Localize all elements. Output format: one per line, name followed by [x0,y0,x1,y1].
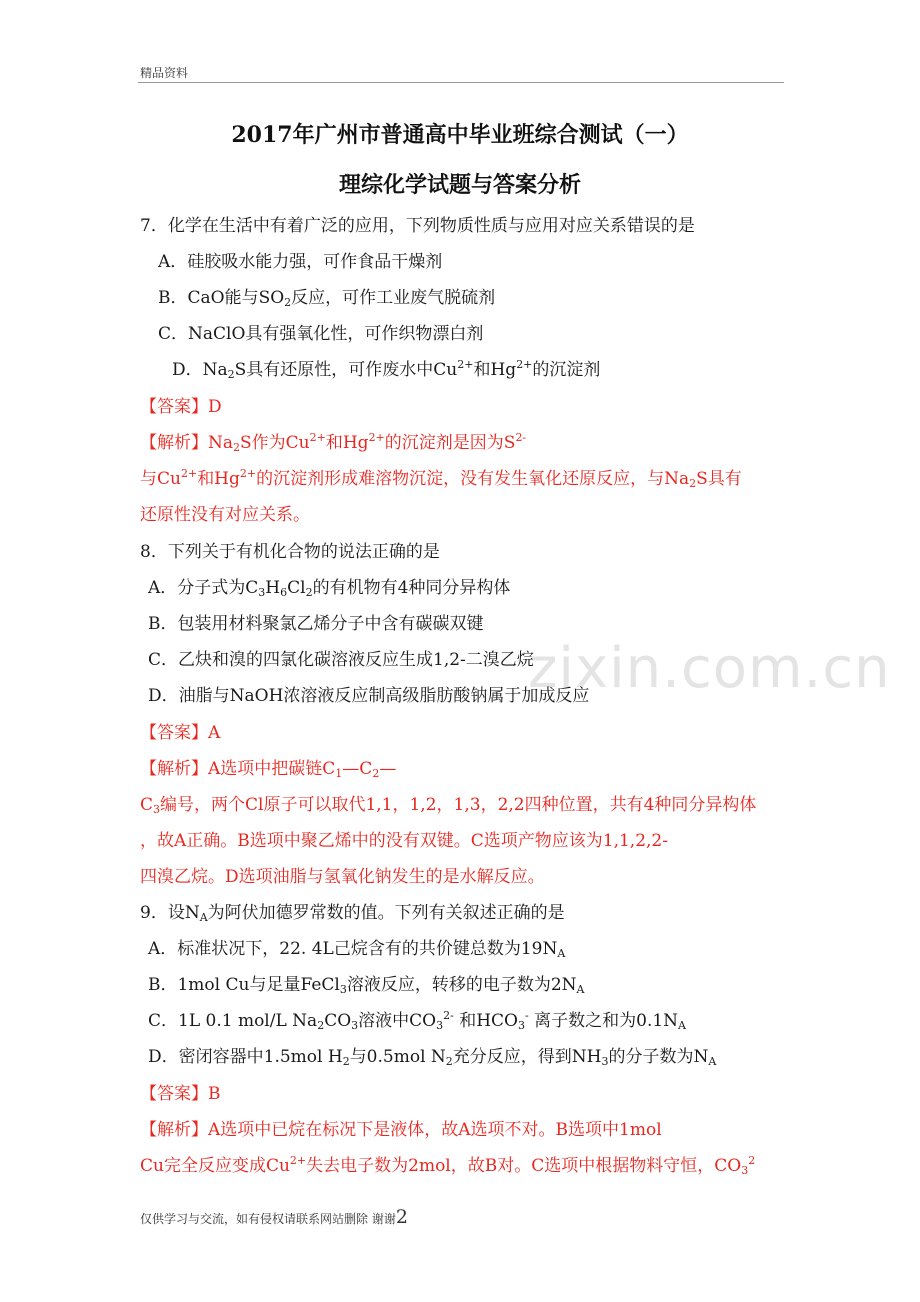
question-7-option-b: B．CaO能与$SO_2$反应，可作工业废气脱硫剂 [158,288,496,309]
question-8-explanation-line4: 四溴乙烷。D选项油脂与氢氧化钠发生的是水解反应。 [140,867,545,887]
question-7-explanation-line3: 还原性没有对应关系。 [140,505,310,525]
header-label: 精品资料 [140,66,189,80]
question-7-explanation-line1: 【解析】$Na_2S$作为$Cu^{2+}$和$Hg^{2+}$的沉淀剂是因为$S^{2-}$ [140,431,527,454]
header-divider [138,82,784,83]
question-9-option-b: B．1mol Cu与足量FeCl$_3$溶液反应，转移的电子数为$2N_A$ [148,975,585,996]
question-7-stem: 7．化学在生活中有着广泛的应用，下列物质性质与应用对应关系错误的是 [140,216,695,236]
document-title: 2017年广州市普通高中毕业班综合测试（一） [231,122,689,148]
question-9-option-d: D．密闭容器中1.5mol $H_2$与0.5mol $N_2$充分反应，得到$NH_3$的分子数为$N_A$ [148,1047,717,1068]
question-9-option-a: A．标准状况下，22. 4L己烷含有的共价键总数为$19N_A$ [148,939,566,960]
question-8-explanation-line1: 【解析】A选项中把碳链$C_1—C_2—$ [140,759,397,780]
question-7-option-d: D．$Na_2S$具有还原性，可作废水中$Cu^{2+}$和$Hg^{2+}$的沉淀剂 [172,358,601,381]
question-8-answer: 【答案】A [140,723,221,743]
question-8-explanation-line2: $C_3$编号，两个Cl原子可以取代1,1，1,2，1,3，2,2四种位置，共有4种同分异构体 [140,795,757,816]
question-9-explanation-line1: 【解析】A选项中已烷在标况下是液体，故A选项不对。B选项中1mol [140,1120,662,1140]
question-8-option-b: B．包装用材料聚氯乙烯分子中含有碳碳双键 [148,614,484,634]
question-8-stem: 8．下列关于有机化合物的说法正确的是 [140,542,440,562]
question-9-option-c: C．1L 0.1 mol/L $Na_2CO_3$溶液中$CO_3^{2-}$ 和$HCO_3^-$ 离子数之和为$0.1N_A$ [148,1009,686,1032]
question-7-explanation-line2: 与$Cu^{2+}$和$Hg^{2+}$的沉淀剂形成难溶物沉淀，没有发生氧化还原反应，与$Na_2S$具有 [140,467,742,490]
question-7-option-c: C．NaClO具有强氧化性，可作织物漂白剂 [158,324,484,344]
question-7-option-a: A．硅胶吸水能力强，可作食品干燥剂 [158,252,443,272]
question-9-explanation-line2: Cu完全反应变成$Cu^{2+}$失去电子数为2mol，故B对。C选项中根据物料守恒，$CO_3^2$ [140,1154,756,1177]
document-subtitle: 理综化学试题与答案分析 [338,172,581,198]
question-8-option-a: A．分子式为$C_3H_6Cl_2$的有机物有4种同分异构体 [148,578,511,599]
question-8-option-d: D．油脂与NaOH浓溶液反应制高级脂肪酸钠属于加成反应 [148,686,590,706]
question-7-answer: 【答案】D [140,397,222,417]
watermark: zixin.com.cn [528,636,891,701]
question-9-answer: 【答案】B [140,1084,221,1104]
page-number: 2 [395,1206,408,1228]
question-8-explanation-line3: ，故A正确。B选项中聚乙烯中的没有双键。C选项产物应该为1,1,2,2- [140,831,668,851]
question-9-stem: 9．设$N_A$为阿伏加德罗常数的值。下列有关叙述正确的是 [140,903,565,924]
footer [140,1206,408,1228]
footer-text: 仅供学习与交流，如有侵权请联系网站删除 谢谢 [140,1212,396,1226]
question-8-option-c: C．乙炔和溴的四氯化碳溶液反应生成1,2-二溴乙烷 [148,650,534,670]
